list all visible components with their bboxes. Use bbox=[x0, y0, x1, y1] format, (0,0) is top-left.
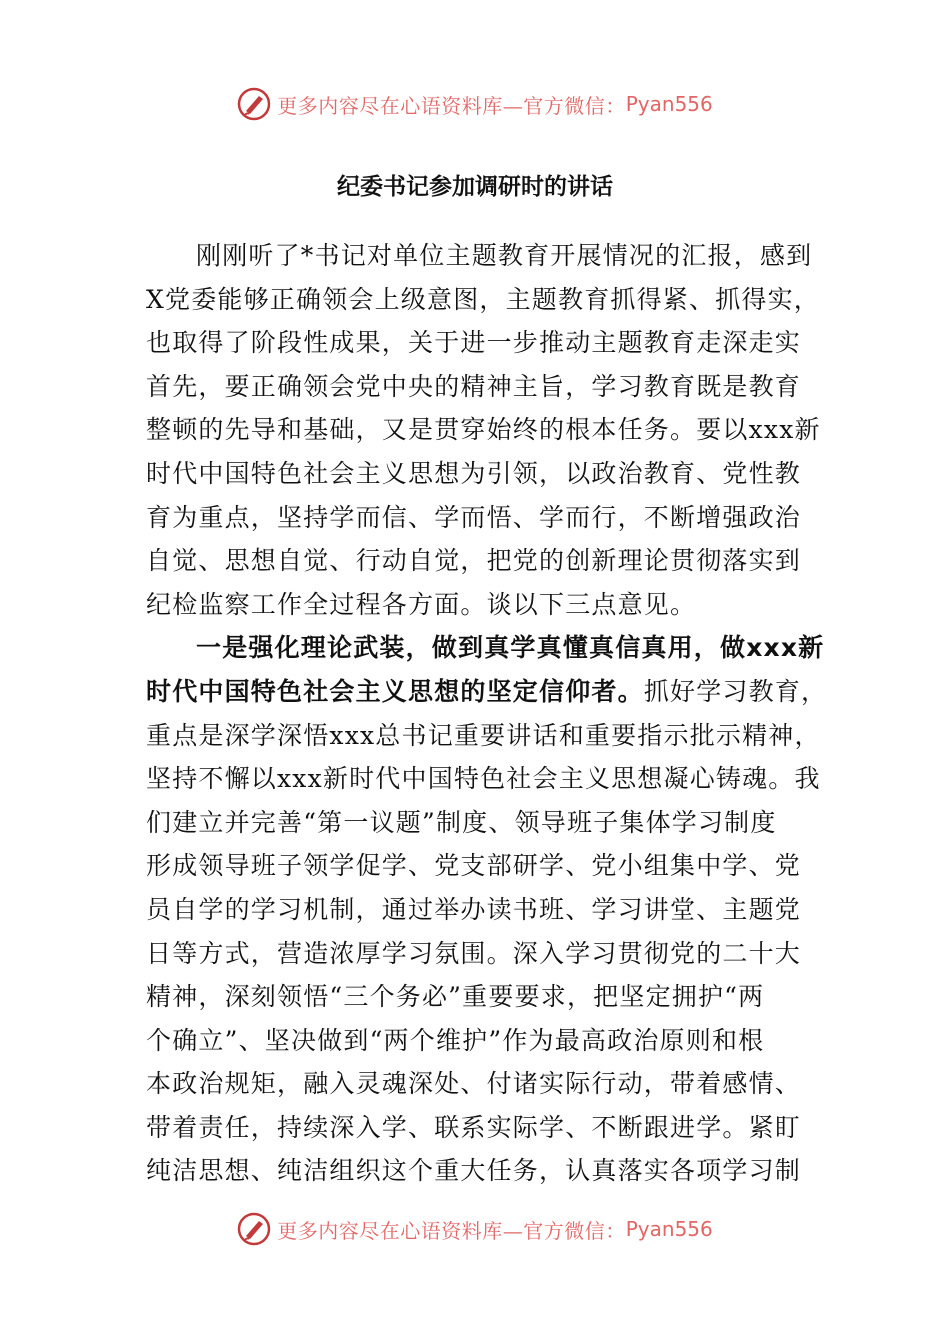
text-line: 精神，深刻领悟“三个务必”重要要求，把坚定拥护“两 bbox=[146, 982, 765, 1012]
banner-wechat-id: Pyan556 bbox=[625, 92, 713, 116]
text-span: 抓好学习教育， bbox=[643, 676, 828, 706]
document-title: 纪委书记参加调研时的讲话 bbox=[337, 174, 613, 200]
banner-text: 更多内容尽在心语资料库—官方微信： bbox=[277, 1218, 626, 1243]
text-line: 整顿的先导和基础，又是贯穿始终的根本任务。要以xxx新 bbox=[146, 415, 821, 445]
text-line: 时代中国特色社会主义思想为引领，以政治教育、党性教 bbox=[146, 458, 802, 488]
text-line: 刚刚听了*书记对单位主题教育开展情况的汇报，感到 bbox=[196, 241, 813, 270]
text-line: 纯洁思想、纯洁组织这个重大任务，认真落实各项学习制 bbox=[146, 1156, 802, 1186]
text-line: 带着责任，持续深入学、联系实际学、不断跟进学。紧盯 bbox=[146, 1112, 802, 1142]
text-line: 首先，要正确领会党中央的精神主旨，学习教育既是教育 bbox=[146, 371, 802, 401]
text-line: 日等方式，营造浓厚学习氛围。深入学习贯彻党的二十大 bbox=[146, 938, 802, 968]
pen-logo-icon bbox=[237, 87, 271, 121]
text-line: 个确立”、坚决做到“两个维护”作为最高政治原则和根 bbox=[146, 1025, 765, 1055]
text-line: 也取得了阶段性成果，关于进一步推动主题教育走深走实 bbox=[146, 328, 802, 358]
document-body bbox=[146, 234, 826, 1193]
text-line: 育为重点，坚持学而信、学而悟、学而行，不断增强政治 bbox=[146, 502, 802, 532]
header-banner bbox=[0, 80, 950, 128]
text-line: X党委能够正确领会上级意图，主题教育抓得紧、抓得实， bbox=[146, 284, 821, 314]
text-line: 们建立并完善“第一议题”制度、领导班子集体学习制度 bbox=[146, 807, 777, 837]
text-line: 坚持不懈以xxx新时代中国特色社会主义思想凝心铸魂。我 bbox=[146, 764, 821, 794]
text-line: 自觉、思想自觉、行动自觉，把党的创新理论贯彻落实到 bbox=[146, 546, 802, 576]
text-line: 本政治规矩，融入灵魂深处、付诸实际行动，带着感情、 bbox=[146, 1069, 802, 1099]
heading-line-end: 时代中国特色社会主义思想的坚定信仰者。 bbox=[146, 676, 644, 706]
banner-text: 更多内容尽在心语资料库—官方微信： bbox=[277, 93, 626, 118]
text-line: 重点是深学深悟xxx总书记重要讲话和重要指示批示精神， bbox=[146, 720, 821, 750]
text-line: 员自学的学习机制，通过举办读书班、学习讲堂、主题党 bbox=[146, 894, 802, 924]
banner-wechat-id: Pyan556 bbox=[625, 1217, 713, 1241]
footer-banner bbox=[0, 1205, 950, 1253]
text-line bbox=[146, 670, 826, 714]
heading-line: 一是强化理论武装，做到真学真懂真信真用，做xxx新 bbox=[196, 633, 825, 663]
pen-logo-icon bbox=[237, 1212, 271, 1246]
text-line: 纪检监察工作全过程各方面。谈以下三点意见。 bbox=[146, 589, 697, 619]
text-line: 形成领导班子领学促学、党支部研学、党小组集中学、党 bbox=[146, 851, 802, 881]
